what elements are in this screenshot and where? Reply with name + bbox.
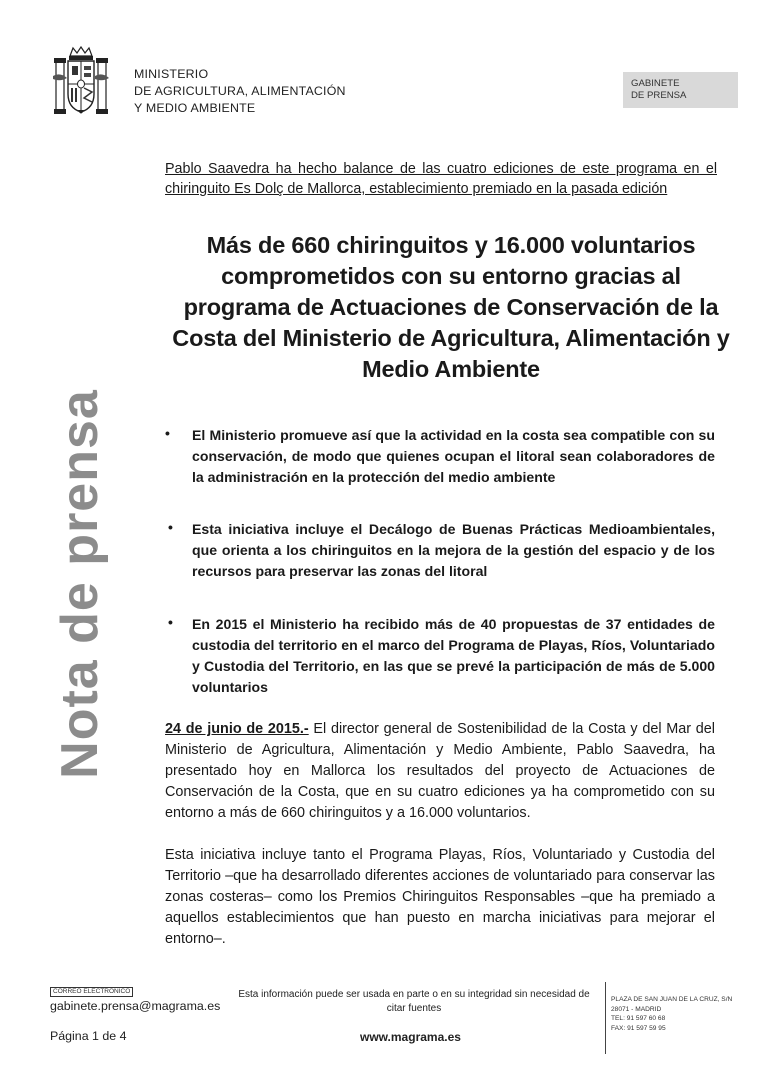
- bullet-item: [165, 425, 715, 488]
- bullet-icon: •: [165, 425, 170, 441]
- email-label: CORREO ELECTRÓNICO: [50, 987, 133, 997]
- body-paragraph: Esta iniciativa incluye tanto el Programa Playas, Ríos, Voluntariado y Custodia del Territorio –que ha desarrollado diferentes acciones de voluntariado para conservar las zonas costeras– como los Premios Chiringuitos Responsables –que ha premiado a aquellos establecimientos que han puesto en marcha iniciativas para mejorar el entorno–.: [165, 847, 715, 947]
- paragraph-text: El director general de Sostenibilidad de la Costa y del Mar del Ministerio de Agricultura, Alimentación y Medio Ambiente, Pablo Saavedra, ha presentado hoy en Mallorca los resultados del proyecto de Actuaciones de Conservación de la Costa, que en su cuatro ediciones ya ha comprometido con su entorno a más de 660 chiringuitos y a 16.000 voluntarios.: [165, 721, 716, 821]
- website-link[interactable]: www.magrama.es: [360, 1030, 461, 1044]
- address-line: PLAZA DE SAN JUAN DE LA CRUZ, S/N: [611, 996, 733, 1003]
- footer-divider: [605, 982, 606, 1054]
- bullet-text: El Ministerio promueve así que la actividad en la costa sea compatible con su conservación, de modo que quienes ocupan el litoral sean colaboradores de la administración en la protección del medio ambiente: [192, 427, 715, 485]
- bullet-text: Esta iniciativa incluye el Decálogo de Buenas Prácticas Medioambientales, que orienta a los chiringuitos en la mejora de la gestión del espacio y de los recursos para preservar las zonas del litoral: [192, 521, 715, 579]
- coat-of-arms-icon: [52, 46, 110, 120]
- body-paragraph: [165, 719, 715, 824]
- bullet-text: En 2015 el Ministerio ha recibido más de 40 propuestas de 37 entidades de custodia del territorio en el marco del Programa de Playas, Ríos, Voluntariado y Custodia del Territorio, en las que se prevé la participación de más de 5.000 voluntarios: [192, 616, 715, 695]
- bullet-icon: •: [168, 519, 173, 535]
- bullet-icon: •: [168, 614, 173, 630]
- subheadline: Pablo Saavedra ha hecho balance de las cuatro ediciones de este programa en el chiringuito Es Dolç de Mallorca, establecimiento premiado en la pasada edición: [165, 161, 717, 197]
- address-line: 28071 - MADRID: [611, 1005, 662, 1013]
- ministry-name: [134, 66, 346, 117]
- postal-address: [611, 995, 741, 1033]
- bullet-item: [165, 519, 715, 582]
- address-line: FAX: 91 597 59 95: [611, 1024, 666, 1032]
- side-title-container: [50, 389, 110, 779]
- department-box: [623, 72, 738, 108]
- headline: Más de 660 chiringuitos y 16.000 voluntarios comprometidos con su entorno gracias al programa de Actuaciones de Conservación de la Costa del Ministerio de Agricultura, Alimentación y Medio Ambiente: [172, 232, 730, 382]
- usage-note: Esta información puede ser usada en parte o en su integridad sin necesidad de citar fuentes: [238, 989, 590, 1014]
- bullet-item: [165, 614, 715, 698]
- address-line: TEL: 91 597 60 68: [611, 1015, 666, 1023]
- page-number: Página 1 de 4: [50, 1029, 127, 1043]
- department-line: DE PRENSA: [631, 89, 687, 101]
- department-line: GABINETE: [631, 78, 680, 89]
- ministry-line: Y MEDIO AMBIENTE: [134, 101, 256, 115]
- ministry-line: DE AGRICULTURA, ALIMENTACIÓN: [134, 84, 346, 98]
- side-title: Nota de prensa: [51, 389, 109, 779]
- dateline: 24 de junio de 2015.-: [165, 721, 309, 737]
- ministry-line: MINISTERIO: [134, 67, 209, 81]
- contact-email-link[interactable]: gabinete.prensa@magrama.es: [50, 999, 221, 1013]
